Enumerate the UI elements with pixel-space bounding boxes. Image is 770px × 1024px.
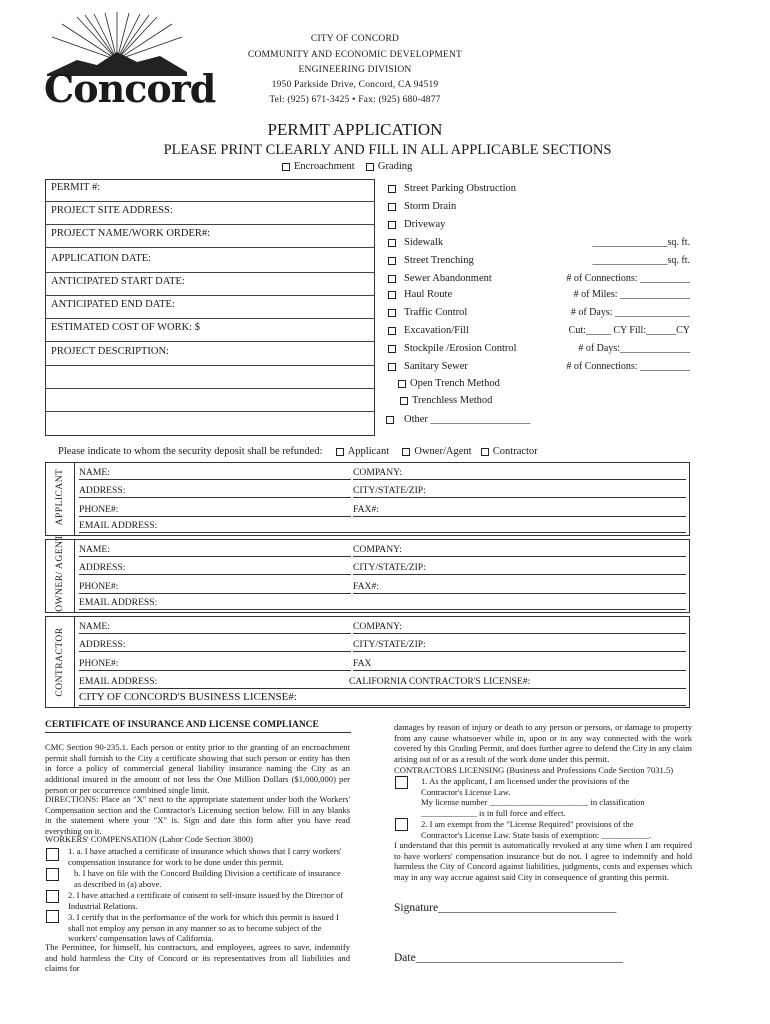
refund-owner-checkbox[interactable] bbox=[402, 448, 410, 456]
contractor-fax-field[interactable] bbox=[353, 658, 686, 671]
applicant-address-field[interactable] bbox=[79, 485, 351, 498]
applicant-section-label: APPLICANT bbox=[55, 468, 65, 526]
cl2-checkbox[interactable] bbox=[395, 818, 408, 831]
other-label: Other ___________________ bbox=[404, 414, 531, 425]
work-type-checkbox[interactable] bbox=[388, 363, 396, 371]
contractor-company-field[interactable] bbox=[353, 621, 686, 634]
cert-paragraph-1: CMC Section 90-235.1. Each person or entity prior to the granting of an encroachment permit shall furnish to the City a certificate showing that such person or entity has then in force a policy of commercial general liability insurance naming the City as an additional insured in the amount of not less the One Million Dollars ($1,000,000) per person or per occurrence combined single limit. bbox=[45, 742, 350, 795]
work-type-checkbox[interactable] bbox=[388, 345, 396, 353]
contractor-csz-field[interactable] bbox=[353, 639, 686, 652]
work-type-checkbox[interactable] bbox=[388, 239, 396, 247]
refund-prompt: Please indicate to whom the security deposit shall be refunded: bbox=[58, 446, 323, 457]
wc1a-checkbox[interactable] bbox=[46, 848, 59, 861]
refund-contractor-checkbox[interactable] bbox=[481, 448, 489, 456]
owner-csz-label: CITY/STATE/ZIP: bbox=[353, 562, 426, 573]
work-type-label: Sidewalk bbox=[404, 237, 444, 248]
signature-field[interactable]: Signature_______________________________ bbox=[394, 902, 617, 914]
other-option[interactable] bbox=[386, 414, 530, 425]
applicant-name-label: NAME: bbox=[79, 467, 110, 478]
page-title: PERMIT APPLICATION bbox=[267, 120, 443, 139]
project-field-7[interactable]: PROJECT DESCRIPTION: bbox=[51, 346, 169, 357]
applicant-fax-label: FAX#: bbox=[353, 504, 379, 515]
contractor-license-field[interactable] bbox=[349, 676, 686, 689]
date-field[interactable]: Date____________________________________ bbox=[394, 952, 623, 964]
work-type-4[interactable] bbox=[388, 255, 474, 266]
contractor-license-label: CALIFORNIA CONTRACTOR'S LICENSE#: bbox=[349, 676, 531, 687]
wc1a-text: 1. a. I have attached a certificate of insurance which shows that I carry workers' compensation insurance for work to be done under this permit. bbox=[68, 846, 342, 867]
open-trench-option[interactable] bbox=[398, 378, 500, 395]
work-type-3[interactable] bbox=[388, 237, 443, 248]
refund-applicant-label: Applicant bbox=[347, 446, 390, 457]
encroachment-label: Encroachment bbox=[294, 161, 355, 172]
owner-phone-label: PHONE#: bbox=[79, 581, 119, 592]
contractor-phone-field[interactable] bbox=[79, 658, 351, 671]
applicant-name-field[interactable] bbox=[79, 467, 351, 480]
city-name: CITY OF CONCORD bbox=[310, 34, 400, 44]
owner-section-label: OWNER/ AGENT bbox=[55, 534, 65, 612]
owner-csz-field[interactable] bbox=[353, 562, 686, 575]
work-type-label: Street Trenching bbox=[404, 255, 474, 266]
work-type-label: Stockpile /Erosion Control bbox=[404, 343, 517, 354]
contractor-business-license-field[interactable] bbox=[79, 691, 686, 706]
applicant-company-label: COMPANY: bbox=[353, 467, 402, 478]
cl1-text: 1. As the applicant, I am licensed under the provisions of the Contractor's License Law. bbox=[421, 776, 630, 797]
work-type-checkbox[interactable] bbox=[388, 309, 396, 317]
cl2-text: 2. I am exempt from the "License Required" provisions of the Contractor's License Law. State basis of exemption: ___________. bbox=[421, 819, 651, 840]
contractor-phone-label: PHONE#: bbox=[79, 658, 119, 669]
contractor-name-label: NAME: bbox=[79, 621, 110, 632]
cert-directions: DIRECTIONS: Place an "X" next to the appropriate statement under both the Workers' Compensation section and the Contractor's Licensing section below. Fill in any blanks in the statement where your "X" is. Sign and date this form after you have read everything on it. bbox=[45, 794, 350, 837]
cl1-license: My license number _______________________ in classification bbox=[421, 797, 645, 807]
wc1b-text: b. I have on file with the Concord Building Division a certificate of insurance as described in (a) above. bbox=[74, 868, 341, 889]
owner-name-label: NAME: bbox=[79, 544, 110, 555]
open-trench-label: Open Trench Method bbox=[410, 378, 500, 389]
owner-fax-label: FAX#: bbox=[353, 581, 379, 592]
owner-company-field[interactable] bbox=[353, 544, 686, 557]
indemnify-paragraph: The Permittee, for himself, his contractors, and employees, agrees to save, indemnify and hold harmless the City of Concord or its representatives from all liabilities and claims for bbox=[45, 942, 350, 974]
department: COMMUNITY AND ECONOMIC DEVELOPMENT bbox=[247, 50, 463, 60]
work-type-quantity[interactable]: _______________sq. ft. bbox=[592, 255, 690, 266]
grading-checkbox[interactable] bbox=[366, 163, 374, 171]
sewer-sub-options bbox=[398, 378, 500, 412]
applicant-address-label: ADDRESS: bbox=[79, 485, 126, 496]
owner-email-field[interactable] bbox=[79, 597, 686, 610]
permit-type-options bbox=[282, 161, 412, 172]
owner-phone-field[interactable] bbox=[79, 581, 351, 594]
work-type-8[interactable] bbox=[388, 325, 469, 336]
applicant-email-field[interactable] bbox=[79, 520, 686, 533]
work-type-label: Sanitary Sewer bbox=[404, 361, 468, 372]
work-type-checkbox[interactable] bbox=[388, 327, 396, 335]
wc3-text: 3. I certify that in the performance of the work for which this permit is issued I shall not employ any person in any manner so as to become subject of the workers' compensation laws of California. bbox=[68, 912, 339, 944]
contractor-name-field[interactable] bbox=[79, 621, 351, 634]
contractor-business-license-label: CITY OF CONCORD'S BUSINESS LICENSE#: bbox=[79, 691, 297, 703]
refund-applicant-checkbox[interactable] bbox=[336, 448, 344, 456]
project-field-4[interactable]: ANTICIPATED START DATE: bbox=[51, 276, 185, 287]
work-type-checkbox[interactable] bbox=[388, 203, 396, 211]
work-type-9[interactable] bbox=[388, 343, 517, 354]
work-type-10[interactable] bbox=[388, 361, 468, 372]
contact: Tel: (925) 671-3425 • Fax: (925) 680-4877 bbox=[269, 95, 441, 105]
work-type-quantity[interactable]: _______________sq. ft. bbox=[592, 237, 690, 248]
applicant-csz-label: CITY/STATE/ZIP: bbox=[353, 485, 426, 496]
work-type-checkbox[interactable] bbox=[388, 221, 396, 229]
owner-name-field[interactable] bbox=[79, 544, 351, 557]
work-type-quantity[interactable]: # of Miles: ______________ bbox=[573, 289, 690, 300]
applicant-phone-field[interactable] bbox=[79, 504, 351, 517]
work-type-label: Storm Drain bbox=[404, 201, 457, 212]
trenchless-label: Trenchless Method bbox=[412, 395, 493, 406]
concord-logo bbox=[42, 12, 216, 111]
address: 1950 Parkside Drive, Concord, CA 94519 bbox=[271, 80, 439, 90]
wc2-checkbox[interactable] bbox=[46, 890, 59, 903]
owner-fax-field[interactable] bbox=[353, 581, 686, 594]
applicant-email-label: EMAIL ADDRESS: bbox=[79, 520, 158, 531]
cl1-force: _____________ is in full force and effect. bbox=[421, 808, 566, 818]
cl-heading: CONTRACTORS LICENSING (Business and Professions Code Section 7031.5) bbox=[394, 765, 674, 775]
applicant-csz-field[interactable] bbox=[353, 485, 686, 498]
work-type-label: Traffic Control bbox=[404, 307, 468, 318]
work-type-quantity[interactable]: # of Connections: __________ bbox=[566, 361, 690, 372]
work-type-0[interactable] bbox=[388, 183, 516, 194]
owner-address-label: ADDRESS: bbox=[79, 562, 126, 573]
contractor-company-label: COMPANY: bbox=[353, 621, 402, 632]
work-type-checkbox[interactable] bbox=[388, 291, 396, 299]
logo-text: Concord bbox=[44, 66, 216, 111]
understand-paragraph: I understand that this permit is automatically revoked at any time when I am required to have workers' compensation insurance but do not. I agree to indemnify and hold harmless the City of Concord against liabilities, judgments, costs and expenses which may in any way accrue against said City in consequence of granting this permit. bbox=[394, 840, 692, 883]
grading-label: Grading bbox=[377, 161, 413, 172]
work-type-label: Sewer Abandonment bbox=[404, 273, 492, 284]
applicant-fax-field[interactable] bbox=[353, 504, 686, 517]
project-field-0[interactable]: PERMIT #: bbox=[51, 182, 101, 193]
project-field-3[interactable]: APPLICATION DATE: bbox=[51, 253, 152, 264]
work-type-label: Street Parking Obstruction bbox=[404, 183, 516, 194]
work-type-label: Driveway bbox=[404, 219, 446, 230]
refund-row bbox=[58, 446, 538, 457]
work-type-quantity[interactable]: Cut:_____ CY Fill:______CY bbox=[568, 325, 690, 336]
indemnify-continued: damages by reason of injury or death to any person or persons, or damage to property from any cause whatsoever while in, upon or in any way connected with the work covered by this Grading Permit, and does further agree to defend the City in any claim arising out of or as a result of the work done under this permit. bbox=[394, 722, 692, 765]
work-type-2[interactable] bbox=[388, 219, 445, 230]
work-type-checkbox[interactable] bbox=[388, 257, 396, 265]
refund-owner-label: Owner/Agent bbox=[414, 446, 472, 457]
work-type-quantity[interactable]: # of Days:______________ bbox=[578, 343, 690, 354]
owner-address-field[interactable] bbox=[79, 562, 351, 575]
work-type-checkbox[interactable] bbox=[388, 275, 396, 283]
owner-company-label: COMPANY: bbox=[353, 544, 402, 555]
contractor-csz-label: CITY/STATE/ZIP: bbox=[353, 639, 426, 650]
work-type-6[interactable] bbox=[388, 289, 452, 300]
work-type-5[interactable] bbox=[388, 273, 492, 284]
page-subtitle: PLEASE PRINT CLEARLY AND FILL IN ALL APPLICABLE SECTIONS bbox=[163, 142, 612, 158]
project-field-1[interactable]: PROJECT SITE ADDRESS: bbox=[51, 205, 173, 216]
cl1-checkbox[interactable] bbox=[395, 776, 408, 789]
work-type-quantity[interactable]: # of Connections: __________ bbox=[566, 273, 690, 284]
work-type-quantity[interactable]: # of Days: _______________ bbox=[570, 307, 690, 318]
project-field-5[interactable]: ANTICIPATED END DATE: bbox=[51, 299, 175, 310]
wc3-checkbox[interactable] bbox=[46, 910, 59, 923]
cert-heading: CERTIFICATE OF INSURANCE AND LICENSE COMPLIANCE bbox=[45, 720, 319, 730]
wc-heading: WORKERS' COMPENSATION (Labor Code Section 3800) bbox=[45, 834, 254, 844]
project-field-2[interactable]: PROJECT NAME/WORK ORDER#: bbox=[51, 228, 211, 239]
encroachment-checkbox[interactable] bbox=[282, 163, 290, 171]
contractor-email-field[interactable] bbox=[79, 676, 349, 689]
work-type-label: Haul Route bbox=[404, 289, 453, 300]
division: ENGINEERING DIVISION bbox=[298, 65, 412, 75]
work-type-label: Excavation/Fill bbox=[404, 325, 469, 336]
contractor-email-label: EMAIL ADDRESS: bbox=[79, 676, 158, 687]
wc1b-checkbox[interactable] bbox=[46, 868, 59, 881]
applicant-company-field[interactable] bbox=[353, 467, 686, 480]
refund-contractor-label: Contractor bbox=[492, 446, 538, 457]
contractor-section-label: CONTRACTOR bbox=[55, 627, 65, 697]
trenchless-option[interactable] bbox=[398, 395, 500, 412]
contractor-address-label: ADDRESS: bbox=[79, 639, 126, 650]
work-type-7[interactable] bbox=[388, 307, 467, 318]
contractor-fax-label: FAX bbox=[353, 658, 372, 669]
work-type-1[interactable] bbox=[388, 201, 456, 212]
contractor-address-field[interactable] bbox=[79, 639, 351, 652]
applicant-phone-label: PHONE#: bbox=[79, 504, 119, 515]
project-field-6[interactable]: ESTIMATED COST OF WORK: $ bbox=[51, 322, 200, 333]
work-type-checkbox[interactable] bbox=[388, 185, 396, 193]
owner-email-label: EMAIL ADDRESS: bbox=[79, 597, 158, 608]
wc2-text: 2. I have attached a certificate of consent to self-insure issued by the Director of Industrial Relations. bbox=[68, 890, 344, 911]
